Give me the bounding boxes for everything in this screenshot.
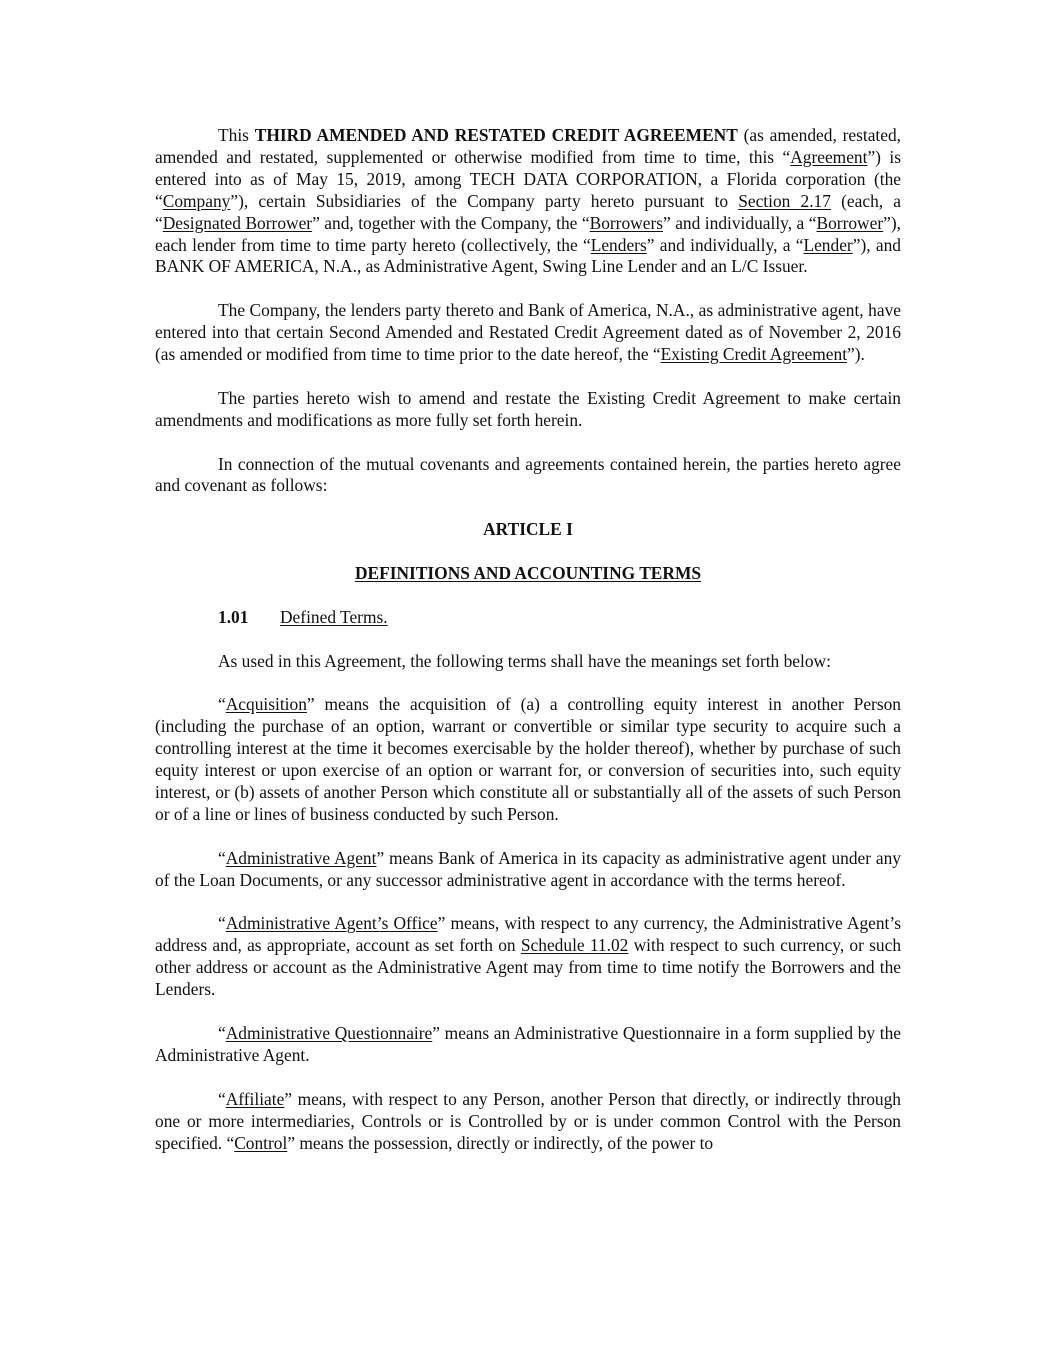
paragraph <box>155 125 901 278</box>
paragraph <box>155 913 901 1001</box>
defined-term: Borrowers <box>589 212 664 233</box>
text-segment: In connection of the mutual covenants and agreements contained herein, the parties hereto agree and covenant as follows: <box>155 453 901 496</box>
defined-term: Administrative Questionnaire <box>225 1022 433 1043</box>
defined-term: Administrative Agent <box>225 847 377 868</box>
text-segment: with respect to such currency, or such other address or account as the Administrative Agent may from time to time notify the Borrowers and the Lenders. <box>155 935 902 1000</box>
text-segment: ”), certain Subsidiaries of the Company party hereto pursuant to <box>230 190 739 211</box>
section-number: 1.01 <box>218 606 249 627</box>
paragraph <box>155 1023 901 1067</box>
text-segment: “ <box>218 1088 226 1109</box>
text-segment: ” and individually, a “ <box>646 234 804 255</box>
text-segment: (as amended, restated, amended and restated, supplemented or otherwise modified from time to time, this “ <box>155 125 902 167</box>
paragraph <box>155 1089 901 1155</box>
paragraph <box>155 300 901 366</box>
defined-term: Borrower <box>816 212 884 233</box>
paragraph <box>155 388 901 432</box>
text-segment: ” means Bank of America in its capacity as administrative agent under any of the Loan Documents, or any successor administrative agent in accordance with the terms hereof. <box>155 847 901 890</box>
defined-term: Administrative Agent’s Office <box>225 913 438 934</box>
defined-term: Section 2.17 <box>738 190 831 211</box>
text-segment: The Company, the lenders party thereto and Bank of America, N.A., as administrative agent, have entered into that certain Second Amended and Restated Credit Agreement dated as of November 2, 2016 (as amended or modified from time to time prior to the date hereof, the “ <box>155 300 901 365</box>
text-segment: “ <box>218 1022 226 1043</box>
section-title: Defined Terms. <box>280 606 388 627</box>
defined-term: Agreement <box>790 146 868 167</box>
text-segment: ” means the possession, directly or indirectly, of the power to <box>287 1132 714 1153</box>
defined-term: Acquisition <box>225 694 307 715</box>
text-segment: ” and, together with the Company, the “ <box>312 212 590 233</box>
paragraph <box>155 848 901 892</box>
text-segment: (each, a “ <box>155 190 901 233</box>
paragraph <box>155 694 901 825</box>
text-segment: ” means the acquisition of (a) a controlling equity interest in another Person (including the purchase of an option, warrant or convertible or similar type security to acquire such a controlling interest at the time it becomes exercisable by the holder thereof), whether by purchase of such equity interest or upon exercise of an option or warrant for, or conversion of securities into, such equity interest, or (b) assets of another Person which constitute all or substantially all of the assets of such Person or of a line or lines of business conducted by such Person. <box>155 694 901 824</box>
text-segment: The parties hereto wish to amend and restate the Existing Credit Agreement to make certain amendments and modifications as more fully set forth herein. <box>155 387 901 430</box>
defined-term: Designated Borrower <box>162 212 313 233</box>
text-segment: “ <box>218 694 226 715</box>
text-segment: This <box>218 125 255 145</box>
article-subtitle: DEFINITIONS AND ACCOUNTING TERMS <box>354 563 702 584</box>
document-page <box>155 125 901 1176</box>
text-segment: ” means an Administrative Questionnaire in a form supplied by the Administrative Agent. <box>155 1022 901 1065</box>
definitions-section <box>155 651 901 1155</box>
text-segment: ”), each lender from time to time party hereto (collectively, the “ <box>155 212 901 255</box>
defined-term: Existing Credit Agreement <box>660 344 848 365</box>
paragraph <box>155 651 901 673</box>
defined-term: Affiliate <box>225 1088 285 1109</box>
defined-term: Lenders <box>590 234 647 255</box>
text-segment: ”) is entered into as of May 15, 2019, among TECH DATA CORPORATION, a Florida corporation (the “ <box>155 146 901 211</box>
text-segment: As used in this Agreement, the following terms shall have the meanings set forth below: <box>218 650 831 671</box>
text-segment: ” and individually, a “ <box>663 212 817 233</box>
section-heading <box>155 607 901 629</box>
text-segment: ”). <box>847 344 865 365</box>
text-segment: ” means, with respect to any currency, the Administrative Agent’s address and, as appropriate, account as set forth on <box>155 913 901 956</box>
defined-term: Schedule 11.02 <box>520 935 629 956</box>
bold-title: THIRD AMENDED AND RESTATED CREDIT AGREEMENT <box>254 125 738 145</box>
text-segment: ” means, with respect to any Person, another Person that directly, or indirectly through one or more intermediaries, Controls or is Controlled by or is under common Control with the Person specified. “ <box>155 1088 901 1153</box>
text-segment: ”), and BANK OF AMERICA, N.A., as Administrative Agent, Swing Line Lender and an L/C Issuer. <box>155 234 901 277</box>
intro-section <box>155 125 901 497</box>
defined-term: Control <box>234 1132 288 1153</box>
defined-term: Lender <box>803 234 853 255</box>
text-segment: “ <box>218 847 226 868</box>
defined-term: Company <box>162 190 231 211</box>
text-segment: “ <box>218 913 226 934</box>
article-heading: ARTICLE I <box>483 519 573 540</box>
paragraph <box>155 454 901 498</box>
